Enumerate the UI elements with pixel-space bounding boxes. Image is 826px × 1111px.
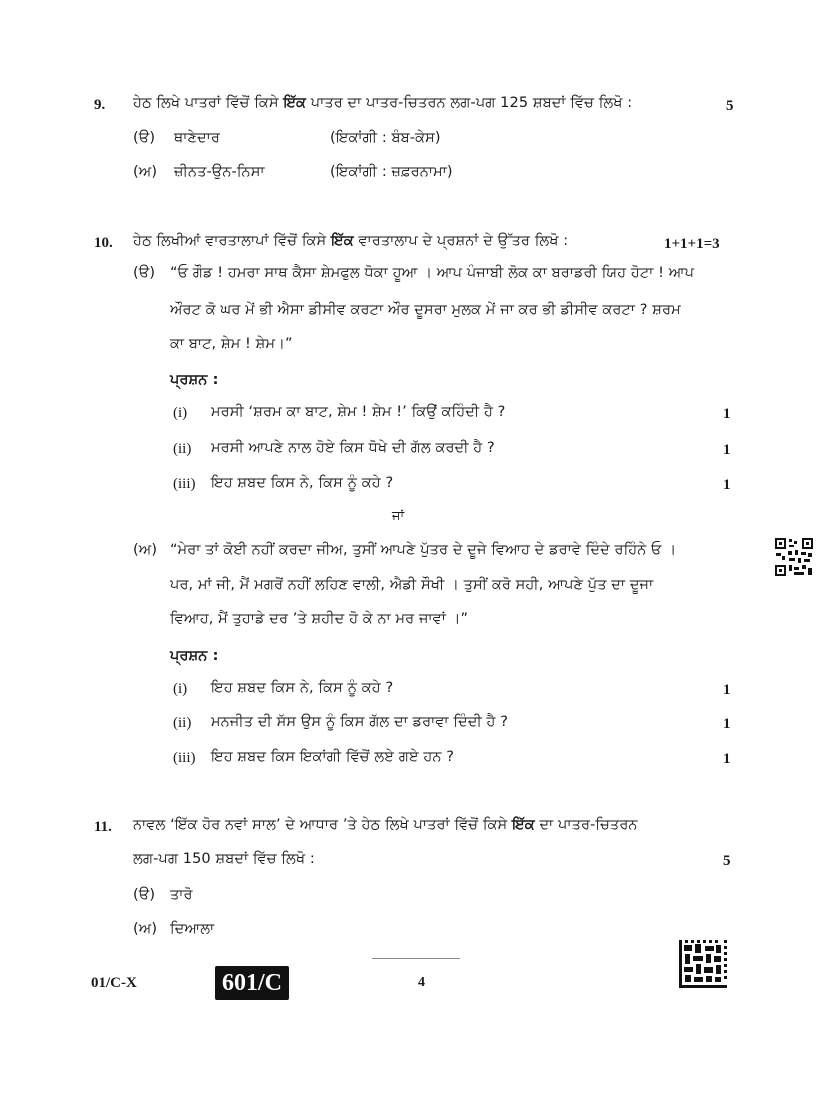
q11-number: 11. — [94, 819, 112, 835]
questions-label: ਪ੍ਰਸ਼ਨ : — [170, 372, 219, 388]
q9-option-source: (ਇਕਾਂਗੀ : ਜ਼ਫ਼ਰਨਾਮਾ) — [330, 164, 453, 180]
q11-text-line2: ਲਗ-ਪਗ 150 ਸ਼ਬਦਾਂ ਵਿੱਚ ਲਿਖੋ : — [133, 851, 315, 867]
q9-text-bold: ਇੱਕ — [283, 95, 307, 111]
sub-question-number: (i) — [173, 681, 188, 697]
q9-option-label: (ੳ) — [133, 130, 156, 146]
dialogue-line: “ਮੇਰਾ ਤਾਂ ਕੋਈ ਨਹੀਂ ਕਰਦਾ ਜੀਅ, ਤੁਸੀਂ ਆਪਣੇ ਪੁੱਤਰ ਦੇ ਦੂਜੇ ਵਿਆਹ ਦੇ ਡਰਾਵੇ ਦਿੰਦੇ ਰਹਿੰਨੇ ਓ । — [170, 542, 677, 558]
q11-option-name: ਦਿਆਲਾ — [170, 921, 215, 937]
dialogue-line: ਪਰ, ਮਾਂ ਜੀ, ਮੈਂ ਮਗਰੋਂ ਨਹੀਂ ਲਹਿਣ ਵਾਲੀ, ਐਡੀ ਸੌਖੀ । ਤੁਸੀਂ ਕਰੋ ਸਹੀ, ਆਪਣੇ ਪੁੱਤ ਦਾ ਦੂਜਾ — [170, 577, 654, 593]
dialogue-line: ਵਿਆਹ, ਮੈਂ ਤੁਹਾਡੇ ਦਰ ’ਤੇ ਸ਼ਹੀਦ ਹੋ ਕੇ ਨਾ ਮਰ ਜਾਵਾਂ ।” — [170, 611, 469, 627]
dialogue-line: “ਓ ਗੌਡ ! ਹਮਰਾ ਸਾਥ ਕੈਸਾ ਸ਼ੇਮਫੁਲ ਧੋਕਾ ਹੂਆ । ਆਪ ਪੰਜਾਬੀ ਲੋਕ ਕਾ ਬਰਾਡਰੀ ਯਿਹ ਹੋਟਾ ! ਆਪ — [170, 265, 695, 281]
sub-question-marks: 1 — [723, 477, 731, 493]
footer-divider — [372, 958, 460, 959]
dialogue-line: ਕਾ ਬਾਟ, ਸ਼ੇਮ ! ਸ਼ੇਮ।” — [170, 336, 293, 352]
q10-number: 10. — [94, 235, 113, 251]
q11-text-b: ਦਾ ਪਾਤਰ-ਚਿਤਰਨ — [539, 817, 638, 833]
q9-option-name: ਥਾਣੇਦਾਰ — [174, 130, 220, 146]
q11-text-line1 — [133, 817, 638, 833]
sub-question-number: (iii) — [173, 750, 196, 766]
questions-label: ਪ੍ਰਸ਼ਨ : — [170, 648, 219, 664]
sub-question-text: ਮਰਸੀ ‘ਸ਼ਰਮ ਕਾ ਬਾਟ, ਸ਼ੇਮ ! ਸ਼ੇਮ !’ ਕਿਉਂ ਕਹਿੰਦੀ ਹੈ ? — [211, 404, 506, 420]
q11-text-bold: ਇੱਕ — [512, 817, 535, 833]
q11-option-label: (ੳ) — [133, 887, 156, 903]
q10-text-bold: ਇੱਕ — [331, 233, 354, 249]
sub-question-number: (ii) — [173, 441, 192, 457]
q9-option-label: (ਅ) — [133, 164, 158, 180]
paper-code-badge: 601/C — [215, 966, 289, 1000]
q9-text-a: ਹੇਠ ਲਿਖੇ ਪਾਤਰਾਂ ਵਿੱਚੋਂ ਕਿਸੇ — [133, 95, 279, 111]
q9-number: 9. — [94, 97, 106, 113]
sub-question-text: ਇਹ ਸ਼ਬਦ ਕਿਸ ਨੇ, ਕਿਸ ਨੂੰ ਕਹੇ ? — [211, 680, 394, 696]
q11-option-label: (ਅ) — [133, 921, 158, 937]
sub-question-number: (iii) — [173, 476, 196, 492]
sub-question-marks: 1 — [723, 406, 731, 422]
q11-text-a: ਨਾਵਲ ‘ਇੱਕ ਹੋਰ ਨਵਾਂ ਸਾਲ’ ਦੇ ਆਧਾਰ ’ਤੇ ਹੇਠ ਲਿਖੇ ਪਾਤਰਾਂ ਵਿੱਚੋਂ ਕਿਸੇ — [133, 817, 508, 833]
or-separator: ਜਾਂ — [392, 509, 405, 524]
data-matrix-icon — [679, 940, 727, 988]
q9-option-name: ਜ਼ੀਨਤ-ਉਨ-ਨਿਸਾ — [174, 164, 265, 180]
sub-question-number: (ii) — [173, 715, 192, 731]
q10-text-b: ਵਾਰਤਾਲਾਪ ਦੇ ਪ੍ਰਸ਼ਨਾਂ ਦੇ ਉੱਤਰ ਲਿਖੋ : — [358, 233, 569, 249]
q10-marks: 1+1+1=3 — [664, 236, 720, 252]
qr-code-icon — [774, 537, 814, 577]
q10-part-a-label: (ੳ) — [133, 265, 156, 281]
q10-text — [133, 233, 568, 249]
sub-question-marks: 1 — [723, 682, 731, 698]
sub-question-number: (i) — [173, 405, 188, 421]
series-code: 01/C-X — [91, 975, 137, 991]
q11-marks: 5 — [723, 853, 731, 869]
q10-part-b-label: (ਅ) — [133, 542, 158, 558]
sub-question-text: ਮਨਜੀਤ ਦੀ ਸੱਸ ਉਸ ਨੂੰ ਕਿਸ ਗੱਲ ਦਾ ਡਰਾਵਾ ਦਿੰਦੀ ਹੈ ? — [211, 714, 509, 730]
q11-option-name: ਤਾਰੋ — [170, 887, 193, 903]
sub-question-text: ਮਰਸੀ ਆਪਣੇ ਨਾਲ ਹੋਏ ਕਿਸ ਧੋਖੇ ਦੀ ਗੱਲ ਕਰਦੀ ਹੈ ? — [211, 440, 495, 456]
q9-text — [133, 95, 632, 111]
q10-text-a: ਹੇਠ ਲਿਖੀਆਂ ਵਾਰਤਾਲਾਪਾਂ ਵਿੱਚੋਂ ਕਿਸੇ — [133, 233, 327, 249]
sub-question-text: ਇਹ ਸ਼ਬਦ ਕਿਸ ਇਕਾਂਗੀ ਵਿੱਚੋਂ ਲਏ ਗਏ ਹਨ ? — [211, 749, 455, 765]
sub-question-marks: 1 — [723, 716, 731, 732]
sub-question-marks: 1 — [723, 751, 731, 767]
q9-marks: 5 — [726, 98, 734, 114]
sub-question-text: ਇਹ ਸ਼ਬਦ ਕਿਸ ਨੇ, ਕਿਸ ਨੂੰ ਕਹੇ ? — [211, 475, 394, 491]
sub-question-marks: 1 — [723, 442, 731, 458]
dialogue-line: ਔਰਟ ਕੋ ਘਰ ਮੇਂ ਭੀ ਐਸਾ ਡੀਸੀਵ ਕਰਟਾ ਔਰ ਦੂਸਰਾ ਮੁਲਕ ਮੇਂ ਜਾ ਕਰ ਭੀ ਡੀਸੀਵ ਕਰਟਾ ? ਸ਼ਰਮ — [170, 302, 681, 318]
q9-text-b: ਪਾਤਰ ਦਾ ਪਾਤਰ-ਚਿਤਰਨ ਲਗ-ਪਗ 125 ਸ਼ਬਦਾਂ ਵਿੱਚ ਲਿਖੋ : — [310, 95, 633, 111]
page-number: 4 — [418, 975, 425, 990]
q9-option-source: (ਇਕਾਂਗੀ : ਬੰਬ-ਕੇਸ) — [330, 130, 441, 146]
